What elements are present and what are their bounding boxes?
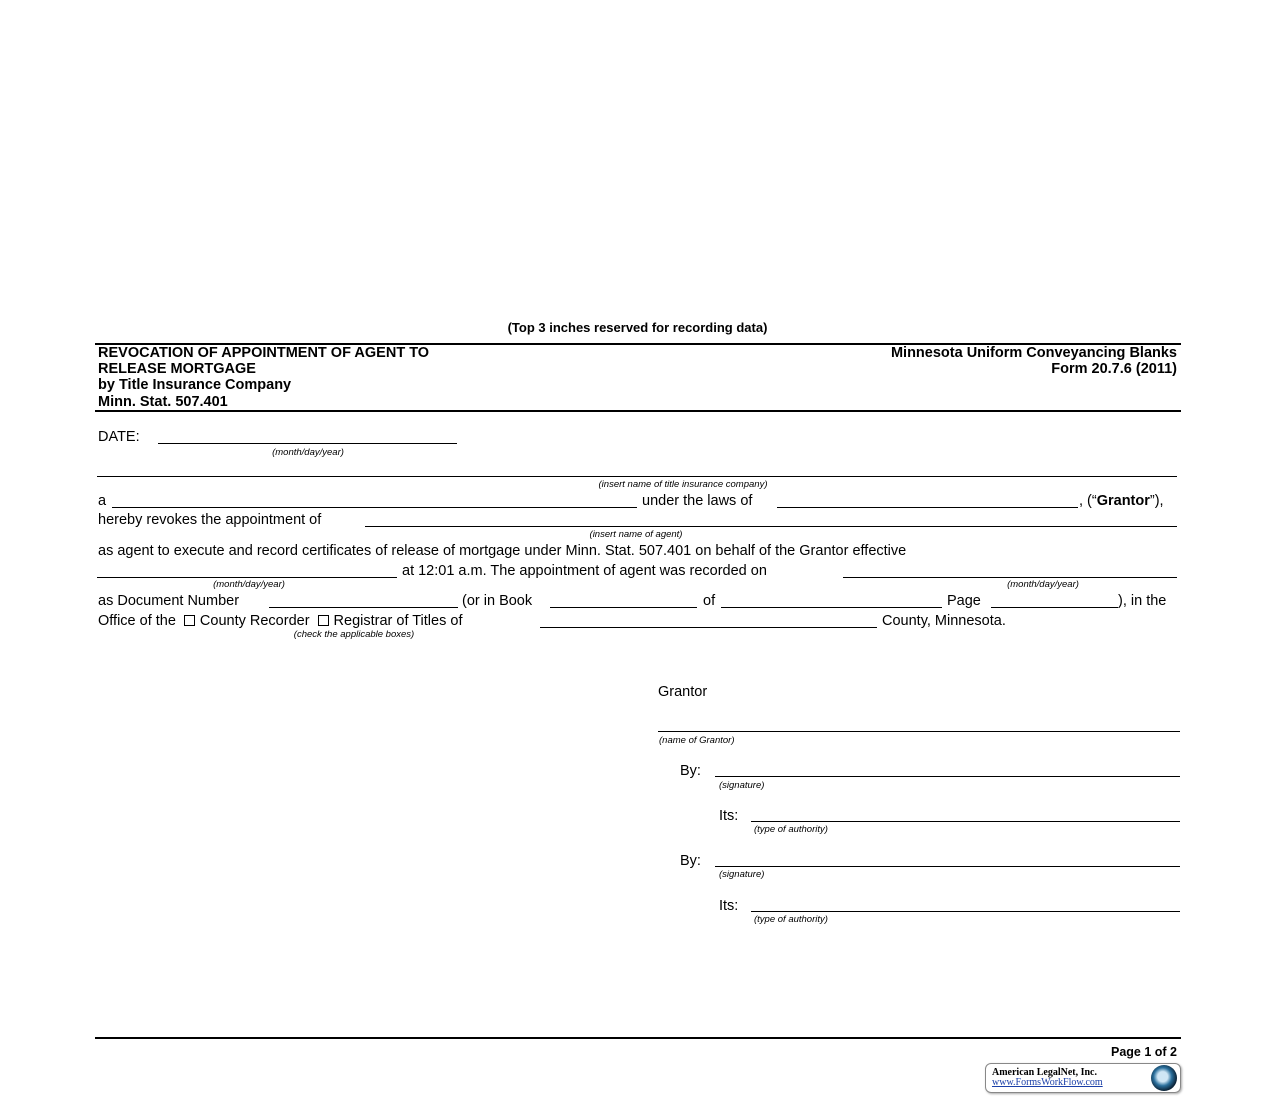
form-title-line2: RELEASE MORTGAGE — [98, 361, 256, 377]
entity-type-field[interactable] — [112, 507, 637, 508]
page-field[interactable] — [991, 607, 1118, 608]
statute-reference: Minn. Stat. 507.401 — [98, 394, 228, 410]
authority-caption-1: (type of authority) — [754, 824, 828, 835]
effective-date-field[interactable] — [97, 577, 397, 578]
book-field[interactable] — [550, 607, 697, 608]
recording-note: (Top 3 inches reserved for recording data) — [507, 320, 768, 335]
recorded-date-caption: (month/day/year) — [1007, 579, 1079, 590]
footer-rule — [95, 1037, 1181, 1039]
check-caption: (check the applicable boxes) — [293, 629, 415, 640]
date-label: DATE: — [98, 429, 140, 445]
form-title-line1: REVOCATION OF APPOINTMENT OF AGENT TO — [98, 345, 430, 361]
agent-name-field[interactable] — [365, 526, 1177, 527]
signature-caption-1: (signature) — [719, 780, 765, 791]
office-line — [98, 612, 462, 630]
date-caption: (month/day/year) — [272, 447, 344, 458]
form-series: Minnesota Uniform Conveyancing Blanks — [890, 345, 1177, 361]
revokes-text: hereby revokes the appointment of — [98, 512, 322, 528]
registrar-checkbox[interactable] — [318, 615, 329, 626]
page-text: Page — [947, 593, 981, 609]
grantor-open: , (“ — [1079, 493, 1097, 509]
american-legalnet-logo[interactable] — [985, 1063, 1181, 1093]
office-of-text: Office of the — [98, 613, 176, 629]
authority-field-1[interactable] — [751, 821, 1180, 822]
authority-caption-2: (type of authority) — [754, 914, 828, 925]
grantor-definition — [1079, 492, 1164, 510]
signature-caption-2: (signature) — [719, 869, 765, 880]
grantor-close: ”), — [1149, 493, 1164, 509]
form-number: Form 20.7.6 (2011) — [1051, 361, 1177, 377]
agent-sentence: as agent to execute and record certificates of release of mortgage under Minn. Stat. 507.401 on behalf of the Grantor effective — [98, 543, 907, 559]
its-label-1: Its: — [719, 808, 739, 824]
signature-field-2[interactable] — [715, 866, 1180, 867]
registrar-label: Registrar of Titles of — [333, 613, 463, 629]
agent-caption: (insert name of agent) — [589, 529, 683, 540]
by-label-1: By: — [680, 763, 701, 779]
at-time-text: at 12:01 a.m. The appointment of agent was recorded on — [402, 563, 767, 579]
of-text: of — [703, 593, 716, 609]
by-label-2: By: — [680, 853, 701, 869]
grantor-name-caption: (name of Grantor) — [659, 735, 735, 746]
globe-icon — [1151, 1065, 1177, 1091]
document-number-field[interactable] — [269, 607, 458, 608]
book-type-field[interactable] — [721, 607, 942, 608]
in-the-text: ), in the — [1118, 593, 1167, 609]
county-recorder-checkbox[interactable] — [184, 615, 195, 626]
its-label-2: Its: — [719, 898, 739, 914]
jurisdiction-field[interactable] — [777, 507, 1078, 508]
or-in-book-text: (or in Book — [462, 593, 533, 609]
grantor-name-field[interactable] — [658, 731, 1180, 732]
authority-field-2[interactable] — [751, 911, 1180, 912]
grantor-bold: Grantor — [1096, 493, 1150, 509]
logo-url[interactable]: www.FormsWorkFlow.com — [992, 1077, 1103, 1088]
a-text: a — [98, 493, 107, 509]
doc-number-text: as Document Number — [98, 593, 240, 609]
recorded-date-field[interactable] — [843, 577, 1177, 578]
title-company-field[interactable] — [97, 476, 1177, 477]
county-recorder-label: County Recorder — [199, 613, 310, 629]
signature-field-1[interactable] — [715, 776, 1180, 777]
title-company-caption: (insert name of title insurance company) — [598, 479, 768, 490]
county-minnesota-text: County, Minnesota. — [882, 613, 1006, 629]
form-subtitle: by Title Insurance Company — [98, 377, 292, 393]
effective-date-caption: (month/day/year) — [213, 579, 285, 590]
logo-name: American LegalNet, Inc. — [992, 1067, 1097, 1078]
header-bottom-rule — [95, 410, 1181, 412]
page-number: Page 1 of 2 — [1111, 1045, 1177, 1059]
date-field[interactable] — [158, 443, 457, 444]
county-field[interactable] — [540, 627, 877, 628]
grantor-label: Grantor — [658, 684, 708, 700]
under-laws-text: under the laws of — [642, 493, 753, 509]
